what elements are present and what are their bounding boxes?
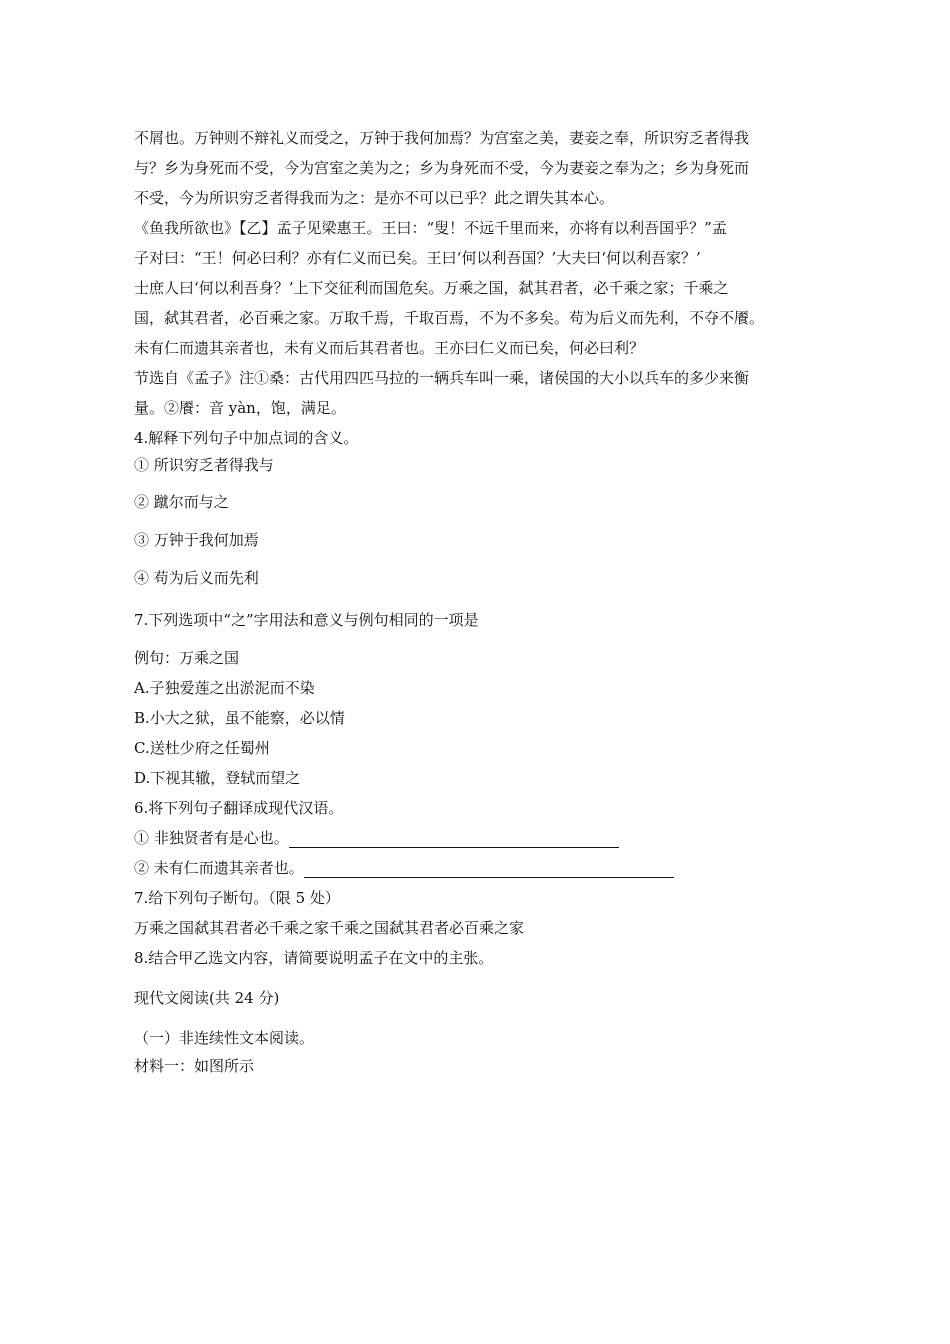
q7b-prompt: 7.给下列句子断句。（限 5 处） (134, 889, 340, 907)
passage-jia-line-2: 与？乡为身死而不受，今为宫室之美为之；乡为身死而不受，今为妻妾之奉为之；乡为身死而 (134, 159, 750, 177)
q7b-text: 万乘之国弑其君者必千乘之家千乘之国弑其君者必百乘之家 (134, 919, 525, 937)
q7a-option-a: A.子独爱莲之出淤泥而不染 (134, 679, 315, 697)
modern-subsection: （一）非连续性文本阅读。 (134, 1029, 315, 1047)
passage-yi-line-2: 子对曰：“王！何必曰利？亦有仁义而已矣。王曰‘何以利吾国？’大夫曰‘何以利吾家？’ (134, 249, 701, 267)
passage-yi-line-1: 《鱼我所欲也》【乙】孟子见梁惠王。王曰：“叟！不远千里而来，亦将有以利吾国乎？”孟 (134, 219, 727, 237)
q6-prompt: 6.将下列句子翻译成现代汉语。 (134, 799, 344, 817)
q7a-option-b: B.小大之狱，虽不能察，必以情 (134, 709, 345, 727)
q7a-prompt: 7.下列选项中“之”字用法和意义与例句相同的一项是 (134, 611, 479, 629)
modern-section-title: 现代文阅读(共 24 分) (134, 989, 280, 1007)
q8-prompt: 8.结合甲乙选文内容，请简要说明孟子在文中的主张。 (134, 949, 494, 967)
q4-item-3: ③ 万钟于我何加焉 (134, 531, 259, 549)
passage-yi-line-4: 国，弑其君者，必百乘之家。万取千焉，千取百焉，不为不多矣。苟为后义而先利，不夺不餍。 (134, 309, 765, 327)
q7a-option-c: C.送杜少府之任蜀州 (134, 739, 270, 757)
passage-jia-line-3: 不受，今为所识穷乏者得我而为之：是亦不可以已乎？此之谓失其本心。 (134, 189, 615, 207)
q6-answer-blank-2[interactable] (304, 863, 674, 878)
material-one: 材料一：如图所示 (134, 1057, 255, 1075)
notes-line-2: 量。②餍：音 yàn，饱，满足。 (134, 399, 346, 417)
q7a-option-d: D.下视其辙，登轼而望之 (134, 769, 301, 787)
passage-yi-line-5: 未有仁而遗其亲者也，未有义而后其君者也。王亦曰仁义而已矣，何必曰利？ (134, 339, 645, 357)
q4-item-1: ① 所识穷乏者得我与 (134, 456, 274, 474)
passage-yi-line-3: 士庶人曰‘何以利吾身？’上下交征利而国危矣。万乘之国，弑其君者，必千乘之家；千乘之 (134, 279, 729, 297)
q6-item-2-text: ② 未有仁而遗其亲者也。 (134, 859, 304, 877)
q4-item-2: ② 蹴尔而与之 (134, 493, 229, 511)
q7a-example: 例句：万乘之国 (134, 649, 240, 667)
q6-item-1-text: ① 非独贤者有是心也。 (134, 829, 289, 847)
q6-item-2 (134, 858, 674, 878)
q6-answer-blank-1[interactable] (289, 833, 619, 848)
q6-item-1 (134, 828, 619, 848)
q4-prompt: 4.解释下列句子中加点词的含义。 (134, 429, 359, 447)
passage-jia-line-1: 不屑也。万钟则不辩礼义而受之，万钟于我何加焉？为宫室之美，妻妾之奉，所识穷乏者得我 (134, 129, 750, 147)
q4-item-4: ④ 苟为后义而先利 (134, 569, 259, 587)
notes-line-1: 节选自《孟子》注①桑：古代用四匹马拉的一辆兵车叫一乘，诸侯国的大小以兵车的多少来衡 (134, 369, 750, 387)
